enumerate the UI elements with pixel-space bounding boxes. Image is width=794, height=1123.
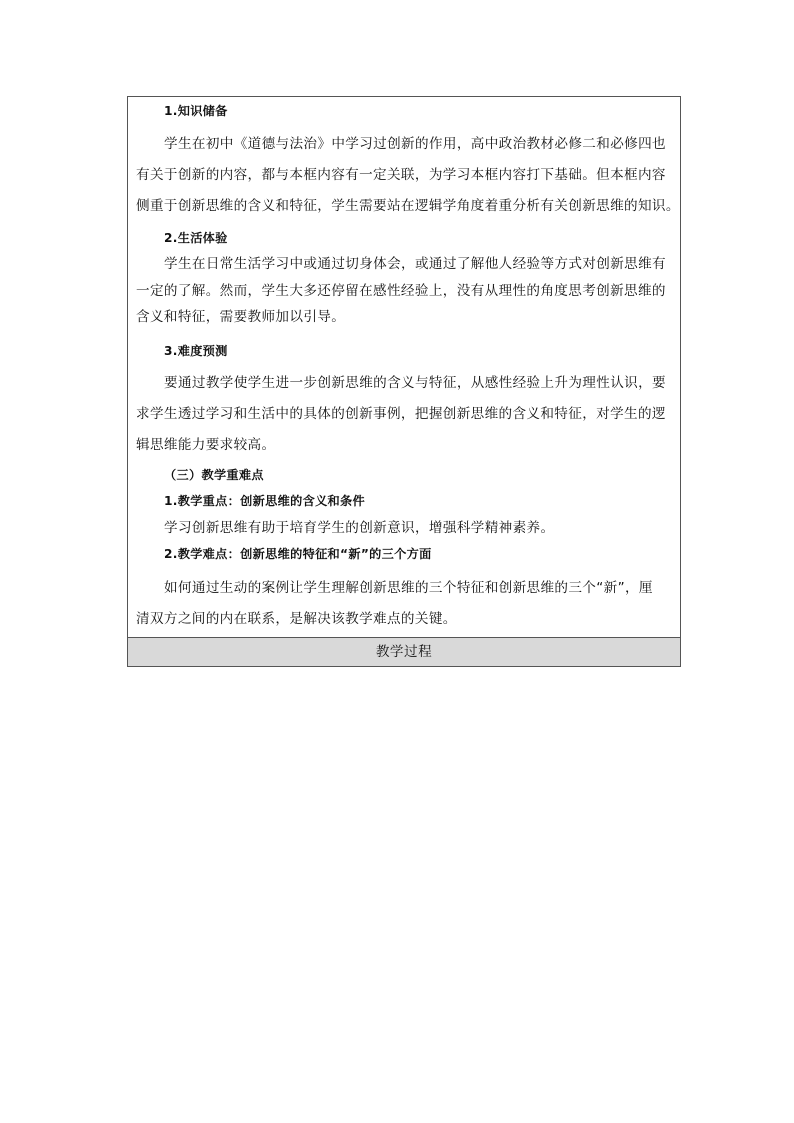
paragraph-line: 清双方之间的内在联系，是解决该教学难点的关键。 — [136, 611, 457, 627]
heading-knowledge-reserve: 1.知识储备 — [164, 104, 228, 118]
key-point-text: 学习创新思维有助于培育学生的创新意识，增强科学精神素养。 — [164, 520, 555, 536]
section-heading-key-difficult-points: （三）教学重难点 — [164, 468, 264, 482]
paragraph-line: 要通过教学使学生进一步创新思维的含义与特征，从感性经验上升为理性认识，要 — [164, 375, 666, 391]
paragraph-line: 含义和特征，需要教师加以引导。 — [136, 309, 346, 325]
paragraph-line: 如何通过生动的案例让学生理解创新思维的三个特征和创新思维的三个“新”，厘 — [164, 580, 653, 596]
paragraph-line: 学生在初中《道德与法治》中学习过创新的作用，高中政治教材必修二和必修四也 — [164, 136, 666, 152]
heading-life-experience: 2.生活体验 — [164, 231, 228, 245]
paragraph-line: 学生在日常生活学习中或通过切身体会，或通过了解他人经验等方式对创新思维有 — [164, 256, 666, 272]
heading-key-point: 1.教学重点：创新思维的含义和条件 — [164, 494, 366, 508]
heading-difficulty-prediction: 3.难度预测 — [164, 344, 228, 358]
analysis-cell — [128, 97, 680, 638]
paragraph-line: 求学生透过学习和生活中的具体的创新事例，把握创新思维的含义和特征，对学生的逻 — [136, 406, 666, 422]
paragraph-line: 一定的了解。然而，学生大多还停留在感性经验上，没有从理性的角度思考创新思维的 — [136, 283, 666, 299]
paragraph-line: 辑思维能力要求较高。 — [136, 437, 276, 453]
lesson-plan-table — [127, 96, 681, 667]
paragraph-line: 有关于创新的内容，都与本框内容有一定关联，为学习本框内容打下基础。但本框内容 — [136, 167, 666, 183]
teaching-process-header: 教学过程 — [128, 638, 680, 666]
paragraph-line: 侧重于创新思维的含义和特征，学生需要站在逻辑学角度着重分析有关创新思维的知识。 — [136, 198, 680, 214]
heading-difficult-point: 2.教学难点：创新思维的特征和“新”的三个方面 — [164, 547, 432, 561]
